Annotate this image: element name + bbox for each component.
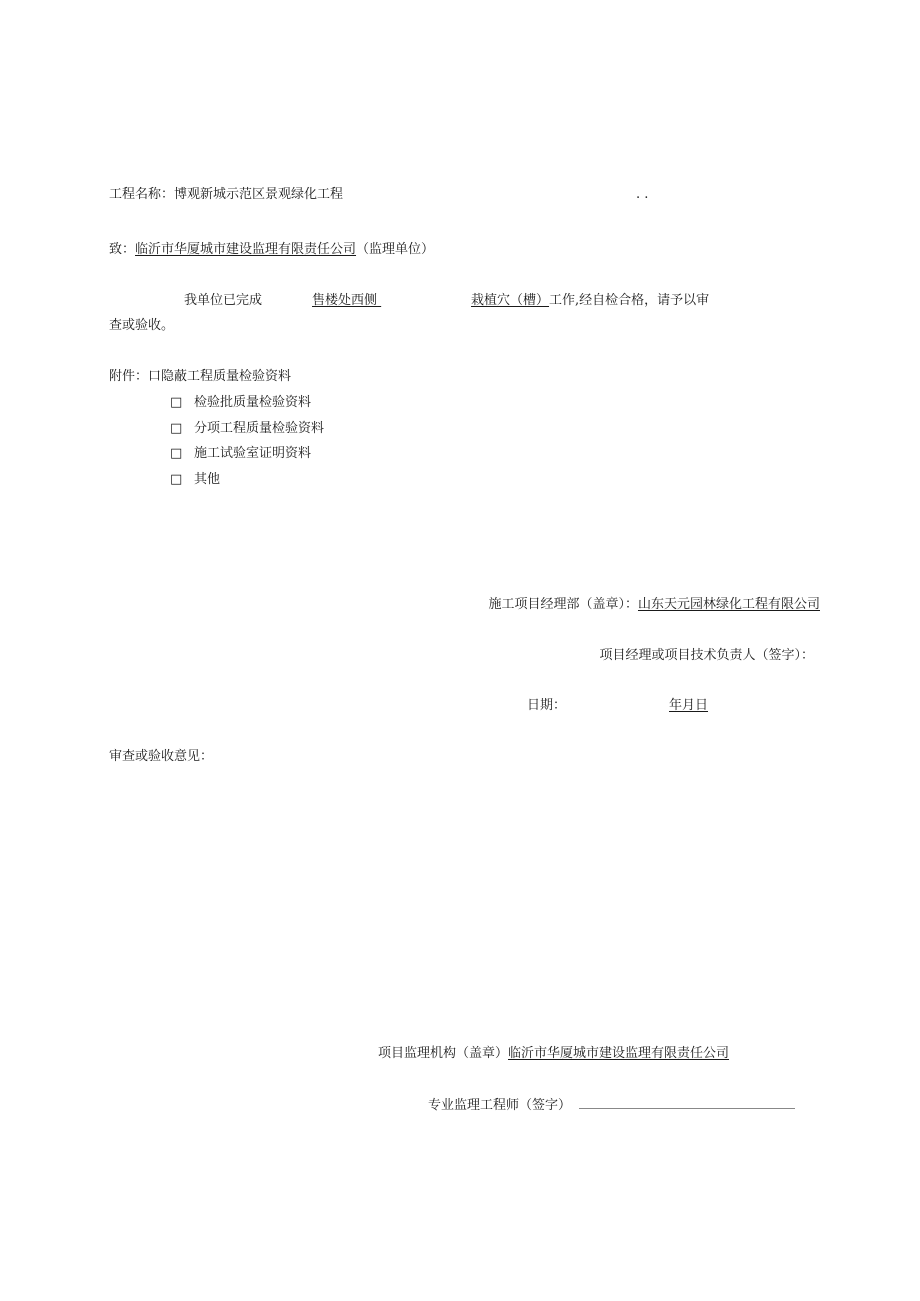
statement-tail: 工作,经自检合格，请予以审 [549,293,710,308]
work-gap [377,292,471,310]
work-location: 售楼处西侧 [312,293,378,308]
statement-line2: 查或验收。 [109,318,175,333]
checkbox-icon[interactable]: □ [170,446,183,461]
contractor-company: 山东天元园林绿化工程有限公司 [637,597,820,612]
contractor-stamp-label: 施工项目经理部（盖章）： [488,597,638,612]
attachment-item[interactable] [170,394,311,412]
attachment-hidden-works: 口隐蔽工程质量检验资料 [148,369,292,384]
attachment-item[interactable] [170,445,311,463]
project-name-label: 工程名称： [109,187,175,202]
work-item: 栽植穴（槽） [471,293,550,308]
supervision-engineer-label: 专业监理工程师（签字） [428,1098,572,1113]
project-name-line [109,186,343,204]
review-label: 审查或验收意见： [109,749,214,764]
checkbox-icon[interactable]: □ [170,421,183,436]
attachment-item[interactable] [170,420,324,438]
statement-lead: 我单位已完成 [184,293,263,308]
attachment-label: 施工试验室证明资料 [194,446,312,461]
supervisor-suffix: （监理单位） [356,242,435,257]
supervision-engineer-line [428,1096,795,1115]
project-number-mark: . . [636,187,649,202]
checkbox-icon[interactable]: □ [170,395,183,410]
supervision-stamp-label: 项目监理机构（盖章） [378,1046,509,1061]
addressee-line [109,241,434,259]
contractor-date-label: 日期： [527,698,567,713]
statement-fill [312,292,709,310]
supervision-stamp-line [378,1045,729,1063]
attachments-line [109,368,291,386]
contractor-signer-label: 项目经理或项目技术负责人（签字）： [599,648,814,663]
project-name-value: 博观新城示范区景观绿化工程 [174,187,344,202]
addressee-prefix: 致： [109,242,136,257]
attachment-label: 分项工程质量检验资料 [194,421,325,436]
attachment-label: 其他 [194,472,221,487]
supervisor-name: 临沂市华厦城市建设监理有限责任公司 [135,242,357,257]
attachment-label: 检验批质量检验资料 [194,395,312,410]
contractor-date-value: 年月日 [669,698,709,713]
checkbox-icon[interactable]: □ [170,472,183,487]
attachments-label: 附件： [109,369,149,384]
contractor-stamp-line [488,596,820,614]
attachment-item[interactable] [170,471,220,489]
supervision-company: 临沂市华厦城市建设监理有限责任公司 [508,1046,730,1061]
signature-line[interactable] [579,1096,795,1109]
